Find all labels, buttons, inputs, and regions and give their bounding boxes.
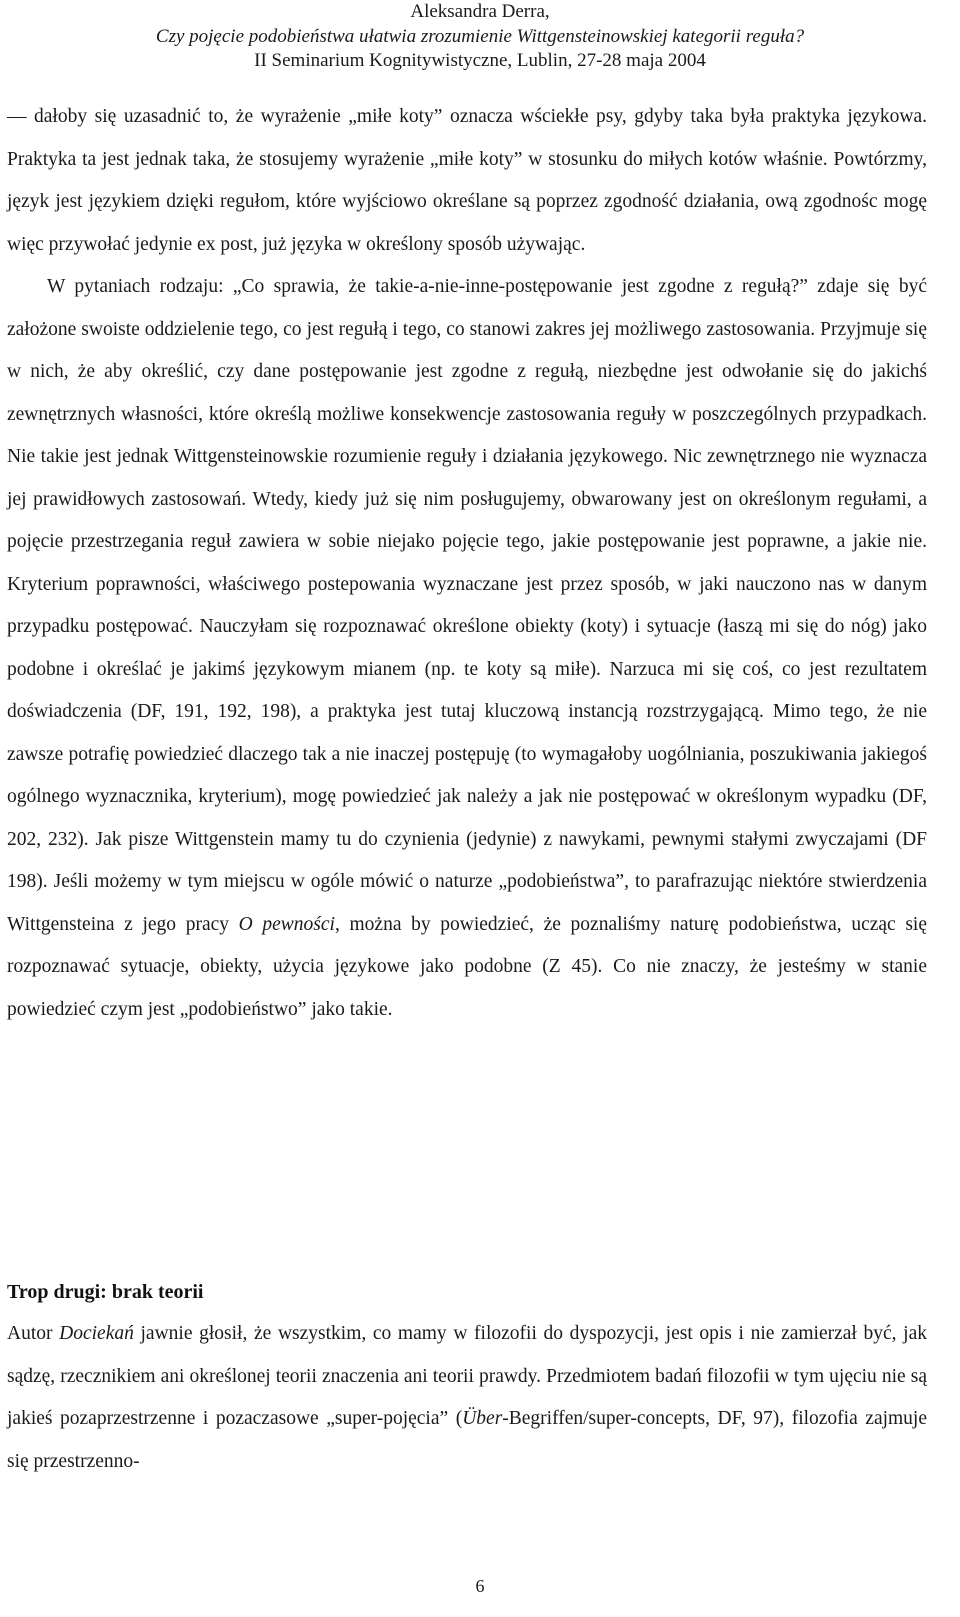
- paragraph-2: [7, 266, 927, 1031]
- header-author: Aleksandra Derra,: [410, 1, 550, 22]
- section-heading: Trop drugi: brak teorii: [7, 1281, 204, 1303]
- header-event: II Seminarium Kognitywistyczne, Lublin, 27-28 maja 2004: [254, 50, 706, 71]
- section-text-a: Autor: [7, 1323, 60, 1344]
- paragraph-1: [7, 96, 927, 266]
- paragraph-2-italic: O pewności: [238, 913, 335, 935]
- section-text: [7, 1313, 927, 1483]
- section-text-b: jawnie głosił, że wszystkim, co mamy w filozofii do dyspozycji, jest opis i nie zamierzał być, jak sądzę, rzecznikiem ani określonej teorii znaczenia ani teorii prawdy. Przedmiotem badań filozofii w tym ujęciu nie są jakieś pozaprzestrzenne i pozaczasowe „super-pojęcia” (: [7, 1323, 927, 1429]
- main-text: [7, 96, 927, 1031]
- paragraph-1-text: — dałoby się uzasadnić to, że wyrażenie „miłe koty” oznacza wściekłe psy, gdyby taka była praktyka językowa. Praktyka ta jest jednak taka, że stosujemy wyrażenie „miłe koty” w stosunku do miłych kotów właśnie. Powtórzmy, język jest językiem dzięki regułom, które wyjściowo określane są poprzez zgodność działania, ową zgodnośc mogę więc przywołać jedynie ex post, już języka w określony sposób używając.: [7, 106, 927, 255]
- section-paragraph: [7, 1313, 927, 1483]
- section-italic-term: Über: [462, 1408, 503, 1429]
- page-header: [0, 0, 960, 74]
- header-title: Czy pojęcie podobieństwa ułatwia zrozumienie Wittgensteinowskiej kategorii reguła?: [155, 25, 805, 47]
- paragraph-2-end: , można by powiedzieć, że poznaliśmy naturę podobieństwa, ucząc się rozpoznawać sytuacje, obiekty, użycia językowe jako podobne (Z 45). Co nie znaczy, że jesteśmy w stanie powiedzieć czym jest „podobieństwo” jako takie.: [7, 913, 927, 1020]
- paragraph-2-text: W pytaniach rodzaju: „Co sprawia, że takie-a-nie-inne-postępowanie jest zgodne z regułą?” zdaje się być założone swoiste oddzielenie tego, co jest regułą i tego, co stanowi zakres jej możliwego zastosowania. Przyjmuje się w nich, że aby określić, czy dane postępowanie jest zgodne z regułą, niezbędne jest odwołanie się do jakichś zewnętrznych własności, które określą możliwe konsekwencje zastosowania reguły w poszczególnych przypadkach. Nie takie jest jednak Wittgensteinowskie rozumienie reguły i działania językowego. Nic zewnętrznego nie wyznacza jej prawidłowych zastosowań. Wtedy, kiedy już się nim posługujemy, obwarowany jest on określonym regułami, a pojęcie przestrzegania reguł zawiera w sobie niejako pojęcie tego, jakie postępowanie jest poprawne, a jakie nie. Kryterium poprawności, właściwego postepowania wyznaczane jest przez sposób, w jaki nauczono nas w danym przypadku postępować. Nauczyłam się rozpoznawać określone obiekty (koty) i sytuacje (łaszą mi się do nóg) jako podobne i określać je jakimś językowym mianem (np. te koty są miłe). Narzuca mi się coś, co jest rezultatem doświadczenia (DF, 191, 192, 198), a praktyka jest tutaj kluczową instancją rozstrzygającą. Mimo tego, że nie zawsze potrafię powiedzieć dlaczego tak a nie inaczej postępuję (to wymagałoby uogólniania, poszukiwania jakiegoś ogólnego wyznacznika, kryterium), mogę powiedzieć jak należy a jak nie postępować w określonym wypadku (DF, 202, 232). Jak pisze Wittgenstein mamy tu do czynienia (jedynie) z nawykami, pewnymi stałymi zwyczajami (DF 198). Jeśli możemy w tym miejscu w ogóle mówić o naturze „podobieństwa”, to parafrazując niektóre stwierdzenia Wittgensteina z jego pracy: [7, 276, 927, 935]
- section-text-c: -Begriffen/super-concepts, DF, 97), filozofia zajmuje się przestrzenno-: [7, 1408, 928, 1472]
- page-number: 6: [475, 1576, 485, 1596]
- section-italic-title: Dociekań: [59, 1323, 134, 1344]
